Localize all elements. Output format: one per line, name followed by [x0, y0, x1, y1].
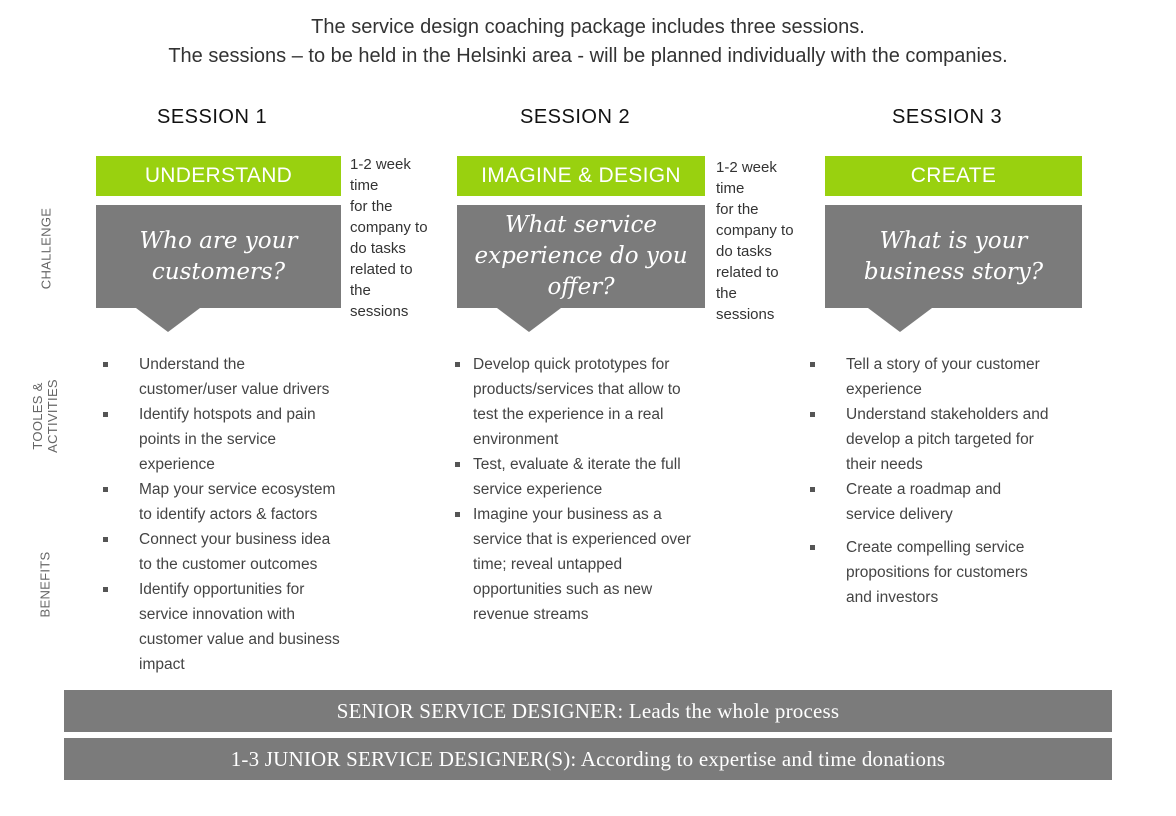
- list-item: [99, 577, 399, 677]
- bullet-line: experience: [846, 381, 922, 398]
- bullet-icon: [103, 537, 108, 542]
- list-item: [99, 402, 399, 477]
- bullet-line: service innovation with: [139, 606, 295, 623]
- list-item: [99, 352, 399, 402]
- session-2-question-line: What service: [505, 212, 657, 238]
- bullet-line: service delivery: [846, 506, 953, 523]
- gap-note-line: related to: [350, 261, 413, 278]
- bullet-line: Create a roadmap and: [846, 481, 1002, 498]
- gap-note-line: the: [350, 282, 371, 299]
- senior-designer-text: SENIOR SERVICE DESIGNER: Leads the whole process: [336, 698, 840, 723]
- bullet-line: opportunities such as new: [473, 581, 653, 598]
- side-label-tools-line1: TOOLES &: [30, 382, 45, 450]
- bullet-line: service experience: [473, 481, 603, 498]
- gap-note-line: 1-2 week: [716, 159, 777, 176]
- session-1-question-box: [96, 205, 341, 308]
- bullet-line: Develop quick prototypes for: [473, 356, 670, 373]
- bullet-icon: [455, 512, 460, 517]
- bullet-line: service that is experienced over: [473, 531, 691, 548]
- bullet-line: Connect your business idea: [139, 531, 331, 548]
- side-label-challenge: CHALLENGE: [38, 207, 54, 290]
- bullet-line: customer value and business: [139, 631, 340, 648]
- list-item: [99, 477, 399, 527]
- bullet-icon: [455, 462, 460, 467]
- side-label-benefits: BENEFITS: [37, 551, 53, 618]
- bullet-line: their needs: [846, 456, 923, 473]
- list-item: [806, 352, 1126, 402]
- session-3-question-line: business story?: [863, 258, 1044, 285]
- session-3-phase-bar: CREATE: [825, 156, 1082, 196]
- junior-designer-banner: [64, 738, 1112, 780]
- session-2-bullets: [455, 352, 755, 627]
- arrow-tip-icon: [1098, 690, 1112, 732]
- gap-note-line: 1-2 week: [350, 156, 411, 173]
- session-2-phase-bar: IMAGINE & DESIGN: [457, 156, 705, 196]
- list-item: [455, 502, 755, 627]
- gap-note-1: [350, 154, 450, 322]
- session-1-phase-bar: UNDERSTAND: [96, 156, 341, 196]
- bullet-icon: [103, 362, 108, 367]
- bullet-line: Test, evaluate & iterate the full: [473, 456, 681, 473]
- bullet-line: to identify actors & factors: [139, 506, 318, 523]
- gap-note-line: company to: [716, 222, 794, 239]
- bullet-line: Create compelling service: [846, 539, 1025, 556]
- gap-note-line: sessions: [350, 303, 409, 320]
- bullet-line: time; reveal untapped: [473, 556, 623, 573]
- bullet-line: points in the service: [139, 431, 276, 448]
- header-line-1: The service design coaching package includes three sessions.: [311, 16, 865, 38]
- bullet-line: experience: [139, 456, 215, 473]
- session-2-question-line: offer?: [547, 274, 615, 300]
- session-3-bullets: [806, 352, 1126, 610]
- bullet-line: environment: [473, 431, 559, 448]
- junior-designer-text: 1-3 JUNIOR SERVICE DESIGNER(S): According to expertise and time donations: [230, 746, 946, 771]
- bullet-line: customer/user value drivers: [139, 381, 330, 398]
- bullet-line: Identify hotspots and pain: [139, 406, 316, 423]
- gap-note-line: sessions: [716, 306, 775, 323]
- session-2-question-box: [457, 205, 705, 308]
- session-3-label: SESSION 3: [892, 106, 1003, 128]
- header-line-2: The sessions – to be held in the Helsinki area - will be planned individually with the companies.: [168, 45, 1008, 67]
- session-1-question-line: Who are your: [139, 227, 298, 254]
- list-item: [806, 535, 1126, 610]
- session-1-question-line: customers?: [151, 258, 286, 285]
- bullet-line: propositions for customers: [846, 564, 1028, 581]
- session-1-notch: [136, 308, 200, 332]
- side-label-tools: [30, 374, 62, 458]
- bullet-icon: [810, 545, 815, 550]
- bullet-icon: [810, 412, 815, 417]
- bullet-icon: [455, 362, 460, 367]
- bullet-line: test the experience in a real: [473, 406, 664, 423]
- session-3-notch: [868, 308, 932, 332]
- bullet-line: products/services that allow to: [473, 381, 681, 398]
- gap-note-line: time: [350, 177, 379, 194]
- bullet-line: to the customer outcomes: [139, 556, 318, 573]
- gap-note-line: do tasks: [716, 243, 772, 260]
- gap-note-line: company to: [350, 219, 428, 236]
- bullet-line: revenue streams: [473, 606, 589, 623]
- arrow-tip-icon: [1098, 738, 1112, 780]
- senior-designer-banner: [64, 690, 1112, 732]
- session-1-bullets: [99, 352, 399, 677]
- bullet-line: Tell a story of your customer: [846, 356, 1040, 373]
- list-item: [806, 402, 1126, 477]
- gap-note-line: do tasks: [350, 240, 406, 257]
- bullet-icon: [103, 412, 108, 417]
- bullet-line: impact: [139, 656, 185, 673]
- bullet-icon: [103, 587, 108, 592]
- session-2-notch: [497, 308, 561, 332]
- gap-note-line: the: [716, 285, 737, 302]
- bullet-icon: [810, 362, 815, 367]
- side-label-tools-line2: ACTIVITIES: [45, 379, 60, 453]
- bullet-line: develop a pitch targeted for: [846, 431, 1034, 448]
- gap-note-line: for the: [350, 198, 393, 215]
- session-3-question-box: [825, 205, 1082, 308]
- list-item: [99, 527, 399, 577]
- session-1-label: SESSION 1: [157, 106, 268, 128]
- gap-note-line: related to: [716, 264, 779, 281]
- gap-note-line: for the: [716, 201, 759, 218]
- session-3-question-line: What is your: [879, 227, 1028, 254]
- list-item: [806, 477, 1126, 527]
- bullet-line: Understand stakeholders and: [846, 406, 1049, 423]
- gap-note-line: time: [716, 180, 745, 197]
- bullet-line: and investors: [846, 589, 939, 606]
- session-2-label: SESSION 2: [520, 106, 631, 128]
- gap-note-2: [716, 157, 816, 325]
- list-item: [455, 452, 755, 502]
- bullet-icon: [810, 487, 815, 492]
- bullet-line: Imagine your business as a: [473, 506, 662, 523]
- list-item: [455, 352, 755, 452]
- bullet-icon: [103, 487, 108, 492]
- bullet-line: Identify opportunities for: [139, 581, 305, 598]
- bullet-line: Understand the: [139, 356, 245, 373]
- session-2-question-line: experience do you: [474, 243, 688, 269]
- bullet-line: Map your service ecosystem: [139, 481, 336, 498]
